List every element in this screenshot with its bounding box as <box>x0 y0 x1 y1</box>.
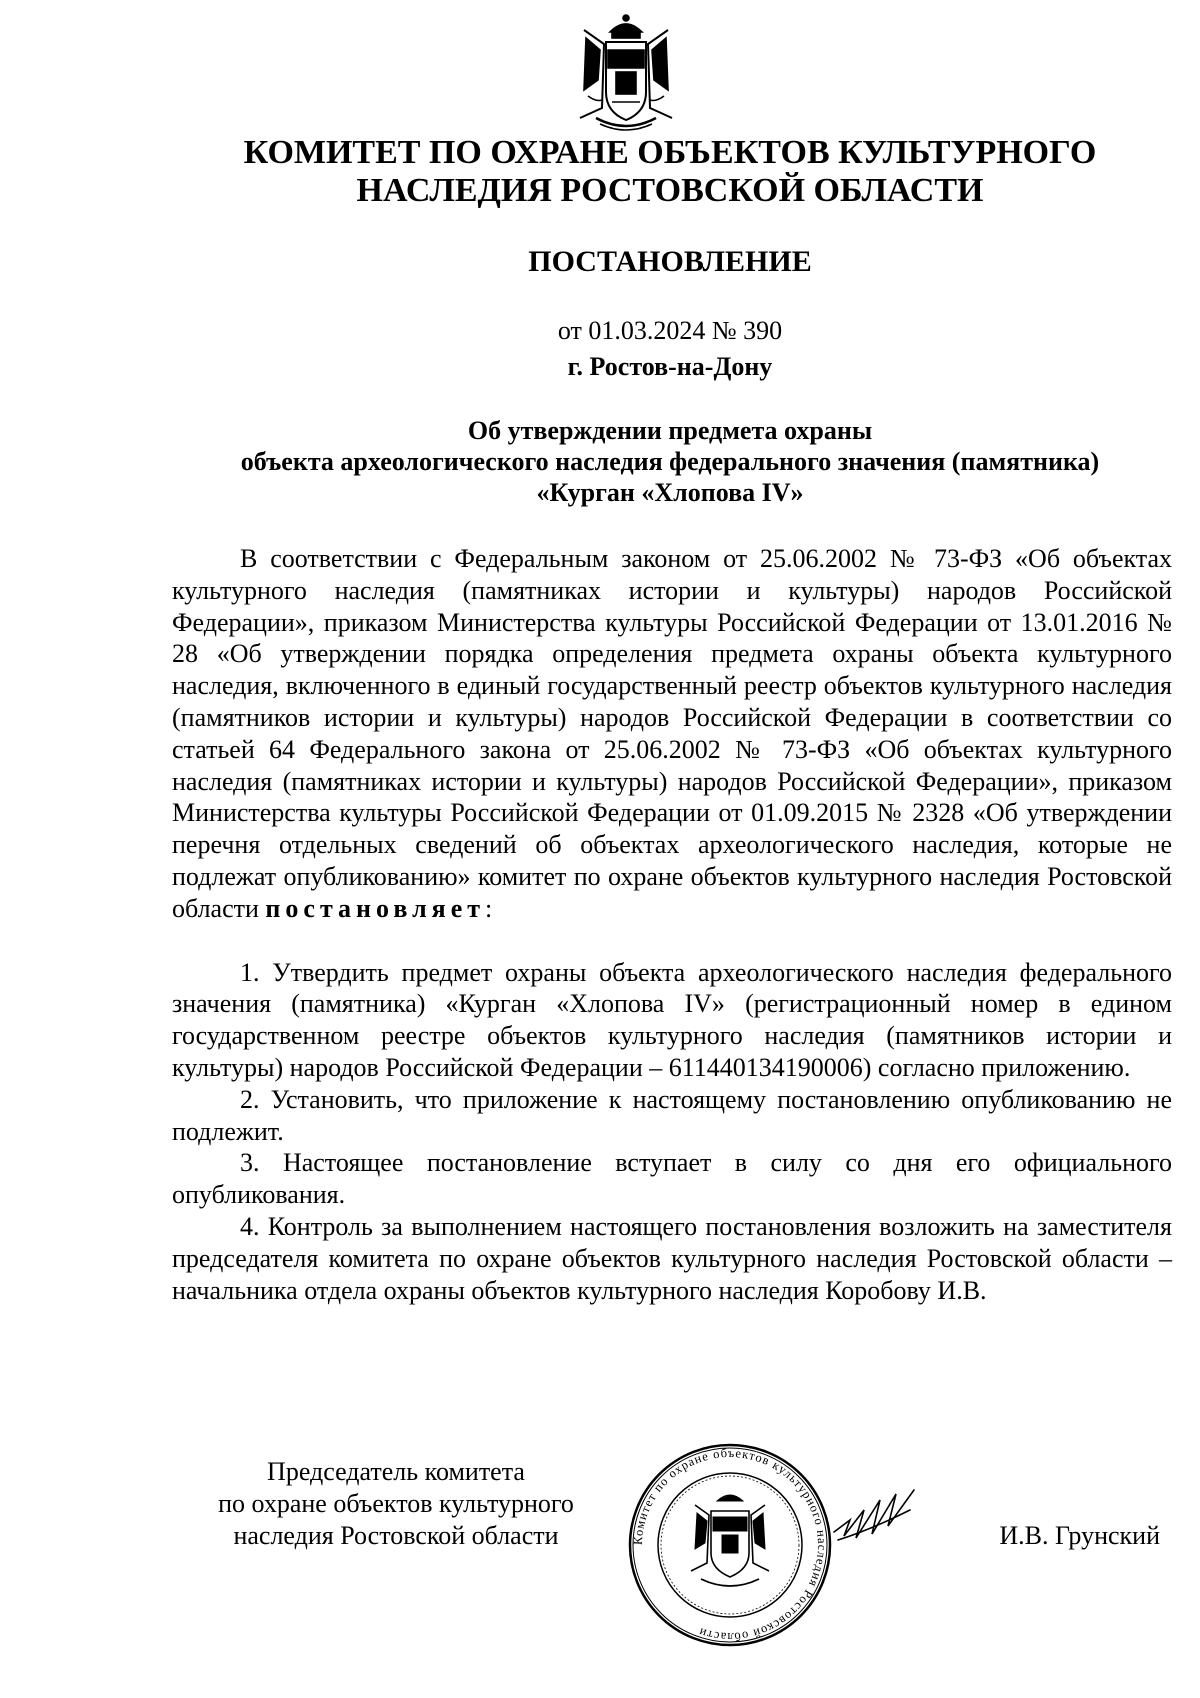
signatory-position <box>186 1456 606 1552</box>
coat-of-arms-icon <box>566 10 686 135</box>
official-seal-icon <box>625 1435 835 1655</box>
handwritten-signature-icon <box>830 1470 920 1560</box>
position-line2: по охране объектов культурного <box>218 1489 574 1518</box>
title-line3: «Курган «Хлопова IV» <box>536 478 804 507</box>
signatory-name: И.В. Грунский <box>999 1521 1160 1550</box>
document-date-number: от 01.03.2024 № 390 <box>557 316 783 345</box>
preamble-text: В соответствии с Федеральным законом от 25.06.2002 № 73-ФЗ «Об объектах культурного наследия (памятниках истории и культуры) народов Российской Федерации», приказом Министерства культуры Российской Федерации от 13.01.2016 № 28 «Об утверждении порядка определения предмета охраны объекта культурного наследия, включенного в единый государственный реестр объектов культурного наследия (памятников истории и культуры) народов Российской Федерации в соответствии со статьей 64 Федерального закона от 25.06.2002 № 73-ФЗ «Об объектах культурного наследия (памятниках истории и культуры) народов Российской Федерации», приказом Министерства культуры Российской Федерации от 01.09.2015 № 2328 «Об утверждении перечня отдельных сведений об объектах археологического наследия, которые не подлежат опубликованию» комитет по охране объектов культурного наследия Ростовской области <box>172 544 1172 923</box>
title-line2: объекта археологического наследия федерального значения (памятника) <box>240 447 1100 476</box>
document-title <box>150 415 1190 508</box>
decree-colon: : <box>485 893 493 923</box>
position-line1: Председатель комитета <box>267 1457 525 1486</box>
decree-item-1: 1. Утвердить предмет охраны объекта археологического наследия федерального значения (памятника) «Курган «Хлопова IV» (регистрационный номер в едином государственном реестре объектов культурного наследия (памятников истории и культуры) народов Российской Федерации – 611440134190006) согласно приложению. <box>172 957 1172 1082</box>
title-line1: Об утверждении предмета охраны <box>467 416 873 445</box>
decree-item-3: 3. Настоящее постановление вступает в силу со дня его официального опубликования. <box>172 1148 1172 1210</box>
document-type: ПОСТАНОВЛЕНИЕ <box>528 245 812 278</box>
document-city: г. Ростов-на-Дону <box>567 352 773 381</box>
decree-item-4: 4. Контроль за выполнением настоящего постановления возложить на заместителя председателя комитета по охране объектов культурного наследия Ростовской области – начальника отдела охраны объектов культурного наследия Коробову И.В. <box>172 1211 1172 1305</box>
decree-word: постановляет <box>265 893 486 923</box>
organization-name-line2: НАСЛЕДИЯ РОСТОВСКОЙ ОБЛАСТИ <box>356 172 984 209</box>
seal-ring-text: Комитет по охране объектов культурного наследия Ростовской области <box>630 1445 830 1645</box>
preamble-paragraph <box>172 543 1172 925</box>
organization-name-line1: КОМИТЕТ ПО ОХРАНЕ ОБЪЕКТОВ КУЛЬТУРНОГО <box>243 134 1097 171</box>
document-body <box>172 543 1172 1306</box>
decree-item-2: 2. Установить, что приложение к настоящему постановлению опубликованию не подлежит. <box>172 1084 1172 1146</box>
position-line3: наследия Ростовской области <box>233 1521 559 1550</box>
organization-name <box>150 134 1190 210</box>
